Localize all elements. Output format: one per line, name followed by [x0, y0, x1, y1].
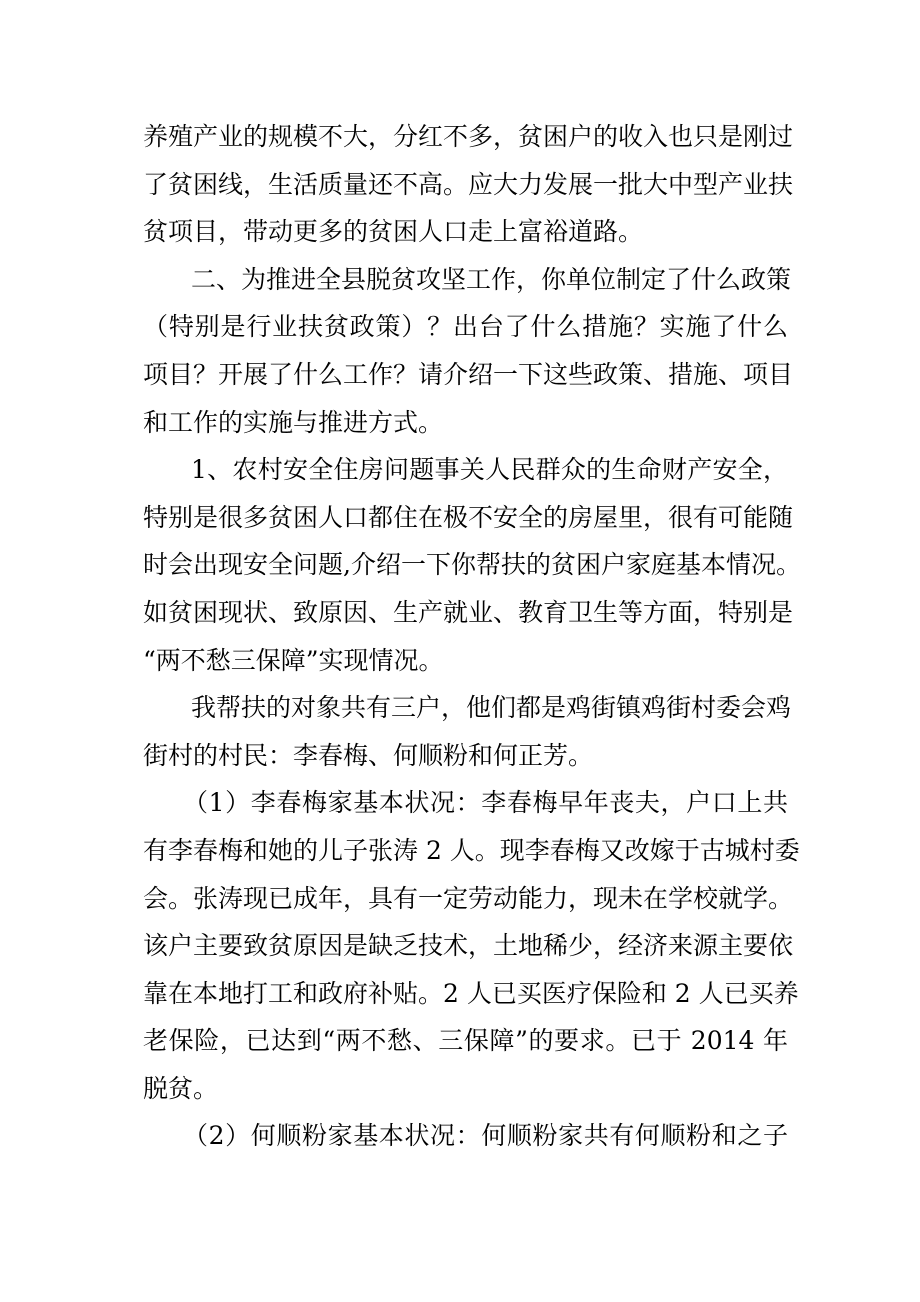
text-line: 项目？开展了什么工作？请介绍一下这些政策、措施、项目 — [143, 359, 794, 389]
text-line: 靠在本地打工和政府补贴。2 人已买医疗保险和 2 人已买养 — [143, 978, 799, 1008]
text-line: 该户主要致贫原因是缺乏技术，土地稀少，经济来源主要依 — [143, 931, 794, 961]
paragraph-start-line: 我帮扶的对象共有三户，他们都是鸡街镇鸡街村委会鸡 — [191, 693, 792, 723]
sub-item-line: （2）何顺粉家基本状况：何顺粉家共有何顺粉和之子 — [183, 1121, 788, 1151]
text-line: 脱贫。 — [143, 1073, 219, 1103]
text-line: 如贫困现状、致原因、生产就业、教育卫生等方面，特别是 — [143, 597, 794, 627]
text-line: 了贫困线，生活质量还不高。应大力发展一批大中型产业扶 — [143, 169, 794, 199]
text-line: 时会出现安全问题,介绍一下你帮扶的贫困户家庭基本情况。 — [143, 550, 801, 580]
text-line: 老保险，已达到“两不愁、三保障”的要求。已于 2014 年 — [143, 1026, 788, 1056]
sub-item-line: （1）李春梅家基本状况：李春梅早年丧夫，户口上共 — [183, 788, 788, 818]
numbered-item-line: 1、农村安全住房问题事关人民群众的生命财产安全， — [191, 455, 788, 485]
text-line: 养殖产业的规模不大，分红不多，贫困户的收入也只是刚过 — [143, 122, 794, 151]
text-line: 特别是很多贫困人口都住在极不安全的房屋里，很有可能随 — [143, 502, 794, 532]
text-line: 贫项目，带动更多的贫困人口走上富裕道路。 — [143, 217, 644, 247]
text-line: 街村的村民：李春梅、何顺粉和何正芳。 — [143, 740, 594, 770]
document-body — [143, 113, 801, 1160]
text-line: 有李春梅和她的儿子张涛 2 人。现李春梅又改嫁于古城村委 — [143, 835, 800, 865]
text-line: 和工作的实施与推进方式。 — [143, 407, 444, 437]
text-line: 会。张涛现已成年，具有一定劳动能力，现未在学校就学。 — [143, 883, 794, 913]
text-line: （特别是行业扶贫政策）？出台了什么措施？实施了什么 — [143, 312, 788, 342]
text-line: “两不愁三保障”实现情况。 — [143, 645, 444, 675]
section-heading-line: 二、为推进全县脱贫攻坚工作，你单位制定了什么政策 — [191, 264, 792, 294]
